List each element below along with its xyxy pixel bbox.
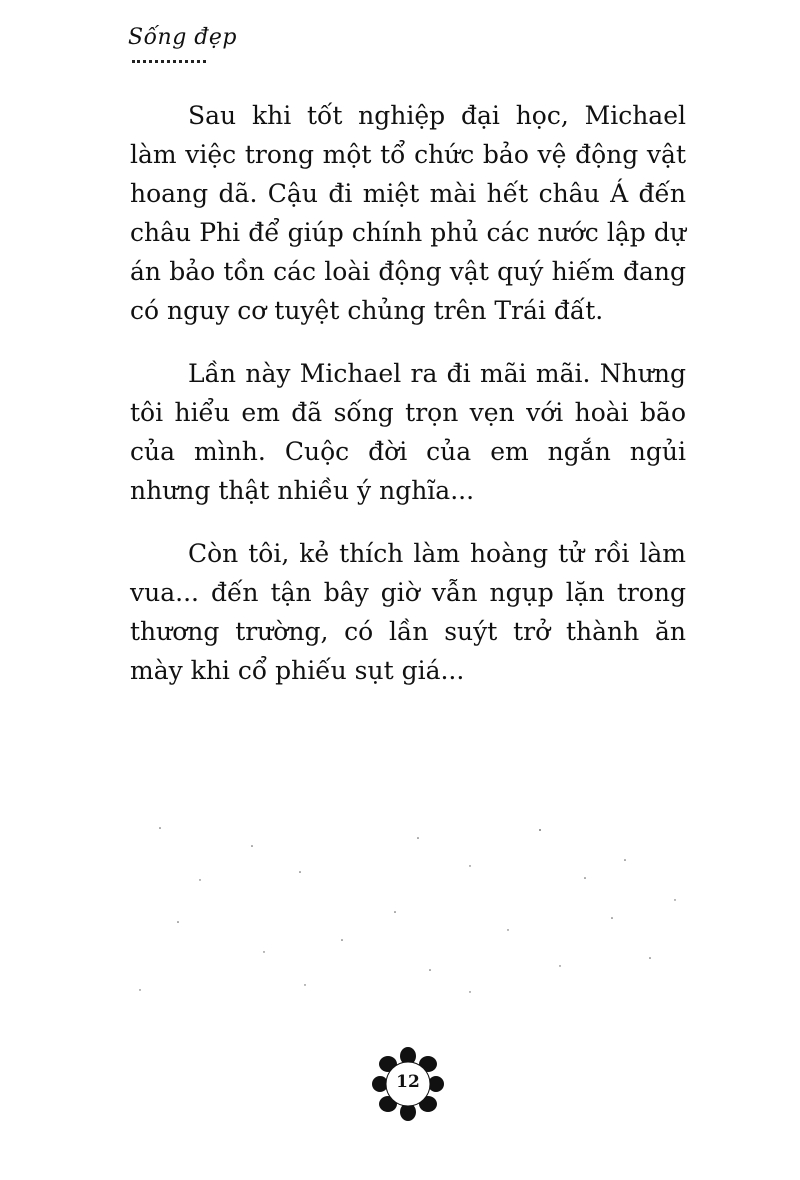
page-number: 12 xyxy=(396,1072,420,1092)
running-header xyxy=(128,22,248,70)
paragraph-2: Lần này Michael ra đi mãi mãi. Nhưng tôi hiểu em đã sống trọn vẹn với hoài bão của mình. Cuộc đời của em ngắn ngủi nhưng thật nhiều ý nghĩa... xyxy=(130,359,686,505)
paragraph-1: Sau khi tốt nghiệp đại học, Michael làm việc trong một tổ chức bảo vệ động vật hoang dã. Cậu đi miệt mài hết châu Á đến châu Phi để giúp chính phủ các nước lập dự án bảo tồn các loài động vật quý hiếm đang có nguy cơ tuyệt chủng trên Trái đất. xyxy=(130,101,686,325)
header-title: Sống đẹp xyxy=(128,25,237,50)
paragraph-3: Còn tôi, kẻ thích làm hoàng tử rồi làm vua... đến tận bây giờ vẫn ngụp lặn trong thương trường, có lần suýt trở thành ăn mày khi cổ phiếu sụt giá... xyxy=(130,539,686,685)
page-number-badge xyxy=(366,1046,450,1122)
body-text xyxy=(130,96,686,714)
header-dotted-underline xyxy=(132,56,206,63)
